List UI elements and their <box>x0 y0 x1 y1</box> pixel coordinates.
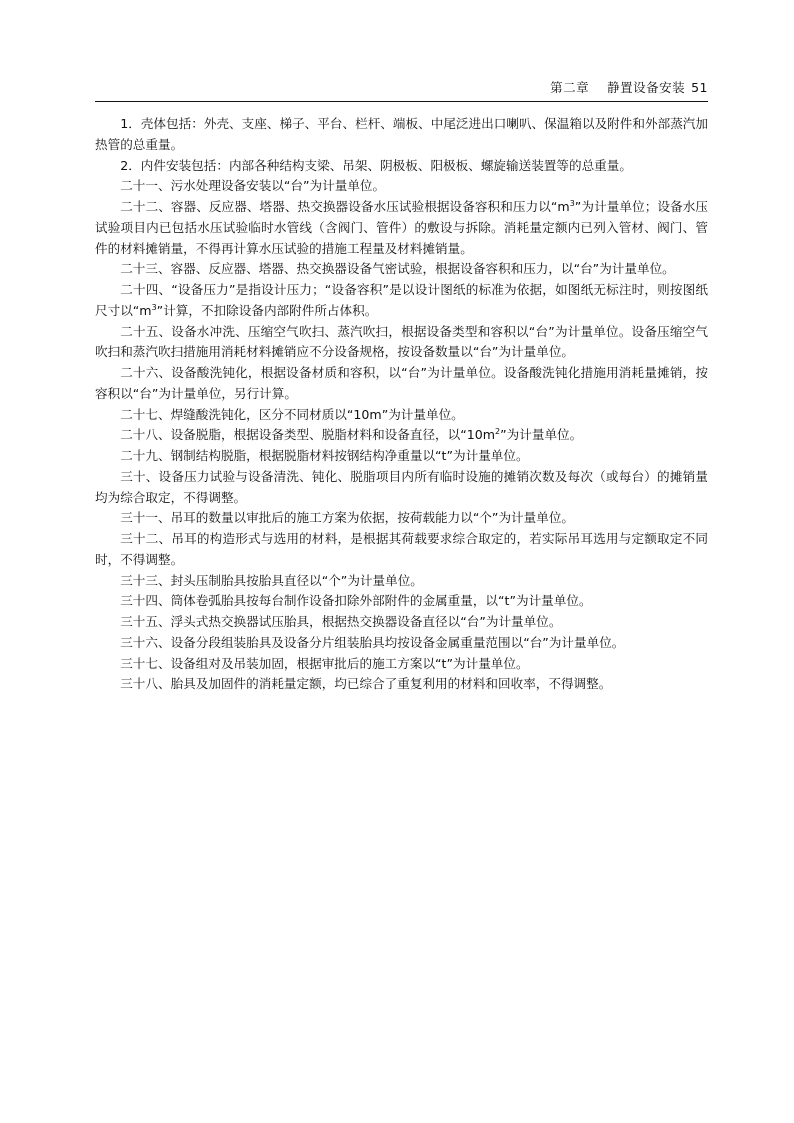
paragraph-10 <box>95 425 708 446</box>
paragraph-11: 二十九、钢制结构脱脂，根据脱脂材料按钢结构净重量以“t”为计量单位。 <box>120 448 529 463</box>
paragraph-6-text: 二十四、“设备压力”是指设计压力；“设备容积”是以设计图纸的标准为依据，如图纸无标注时，则按图纸尺寸以“m <box>95 282 708 318</box>
paragraph-9: 二十七、焊缝酸洗钝化，区分不同材质以“10m”为计量单位。 <box>120 406 464 422</box>
paragraph-3: 二十一、污水处理设备安装以“台”为计量单位。 <box>120 178 386 194</box>
section-title: 静置设备安装 <box>607 80 686 95</box>
superscript-3: 3 <box>151 302 157 312</box>
paragraph-14: 三十二、吊耳的构造形式与选用的材料，是根据其荷载要求综合取定的，若实际吊耳选用与定额取定不同时，不得调整。 <box>95 531 708 567</box>
chapter-label: 第二章 <box>550 80 590 95</box>
paragraph-19: 三十七、设备组对及吊装加固，根据审批后的施工方案以“t”为计量单位。 <box>120 655 529 671</box>
header-rule <box>95 101 708 102</box>
paragraph-12: 三十、设备压力试验与设备清洗、钝化、脱脂项目内所有临时设施的摊销次数及每次（或每台）的摊销量均为综合取定，不得调整。 <box>95 468 708 505</box>
paragraph-6 <box>95 280 708 322</box>
paragraph-4-text-end: ”为计量单位；设备水压试验项目内已包括水压试验临时水管线（含阀门、管件）的敷设与拆除。消耗量定额内已列入管材、阀门、管件的材料摊销量，不得再计算水压试验的措施工程量及材料摊销量。 <box>95 199 709 256</box>
page-header <box>95 78 708 98</box>
page-number: 51 <box>691 80 708 95</box>
superscript-3: 3 <box>569 199 575 208</box>
paragraph-5: 二十三、容器、反应器、塔器、热交换器设备气密试验，根据设备容积和压力，以“台”为计量单位。 <box>120 261 675 277</box>
paragraph-8: 二十六、设备酸洗钝化，根据设备材质和容积，以“台”为计量单位。设备酸洗钝化措施用消耗量摊销，按容积以“台”为计量单位，另行计算。 <box>95 365 708 401</box>
paragraph-16: 三十四、筒体卷弧胎具按每台制作设备扣除外部附件的金属重量，以“t”为计量单位。 <box>120 593 592 609</box>
paragraph-15: 三十三、封头压制胎具按胎具直径以“个”为计量单位。 <box>120 572 423 588</box>
paragraph-18: 三十六、设备分段组装胎具及设备分片组装胎具均按设备金属重量范围以“台”为计量单位。 <box>120 634 625 650</box>
paragraph-10-text-end: ”为计量单位。 <box>500 427 583 443</box>
body-text <box>95 114 708 695</box>
paragraph-4-text: 二十二、容器、反应器、塔器、热交换器设备水压试验根据设备容积和压力以“m <box>120 199 570 214</box>
paragraph-13: 三十一、吊耳的数量以审批后的施工方案为依据，按荷载能力以“个”为计量单位。 <box>120 510 575 526</box>
paragraph-4 <box>95 197 708 259</box>
superscript-2: 2 <box>495 427 501 437</box>
paragraph-17: 三十五、浮头式热交换器试压胎具，根据热交换器设备直径以“台”为计量单位。 <box>120 614 562 629</box>
paragraph-1: 1．壳体包括：外壳、支座、梯子、平台、栏杆、端板、中尾泛进出口喇叭、保温箱以及附件和外部蒸汽加热管的总重量。 <box>95 116 708 152</box>
paragraph-2: 2．内件安装包括：内部各种结构支梁、吊架、阴极板、阳极板、螺旋输送装置等的总重量。 <box>120 157 632 173</box>
paragraph-10-text: 二十八、设备脱脂，根据设备类型、脱脂材料和设备直径，以“10m <box>120 427 496 443</box>
paragraph-7: 二十五、设备水冲洗、压缩空气吹扫、蒸汽吹扫，根据设备类型和容积以“台”为计量单位。设备压缩空气吹扫和蒸汽吹扫措施用消耗材料摊销应不分设备规格，按设备数量以“台”为计量单位。 <box>95 323 708 360</box>
paragraph-6-text-end: ”计算，不扣除设备内部附件所占体积。 <box>156 302 378 318</box>
paragraph-20: 三十八、胎具及加固件的消耗量定额，均已综合了重复利用的材料和回收率，不得调整。 <box>120 676 612 692</box>
